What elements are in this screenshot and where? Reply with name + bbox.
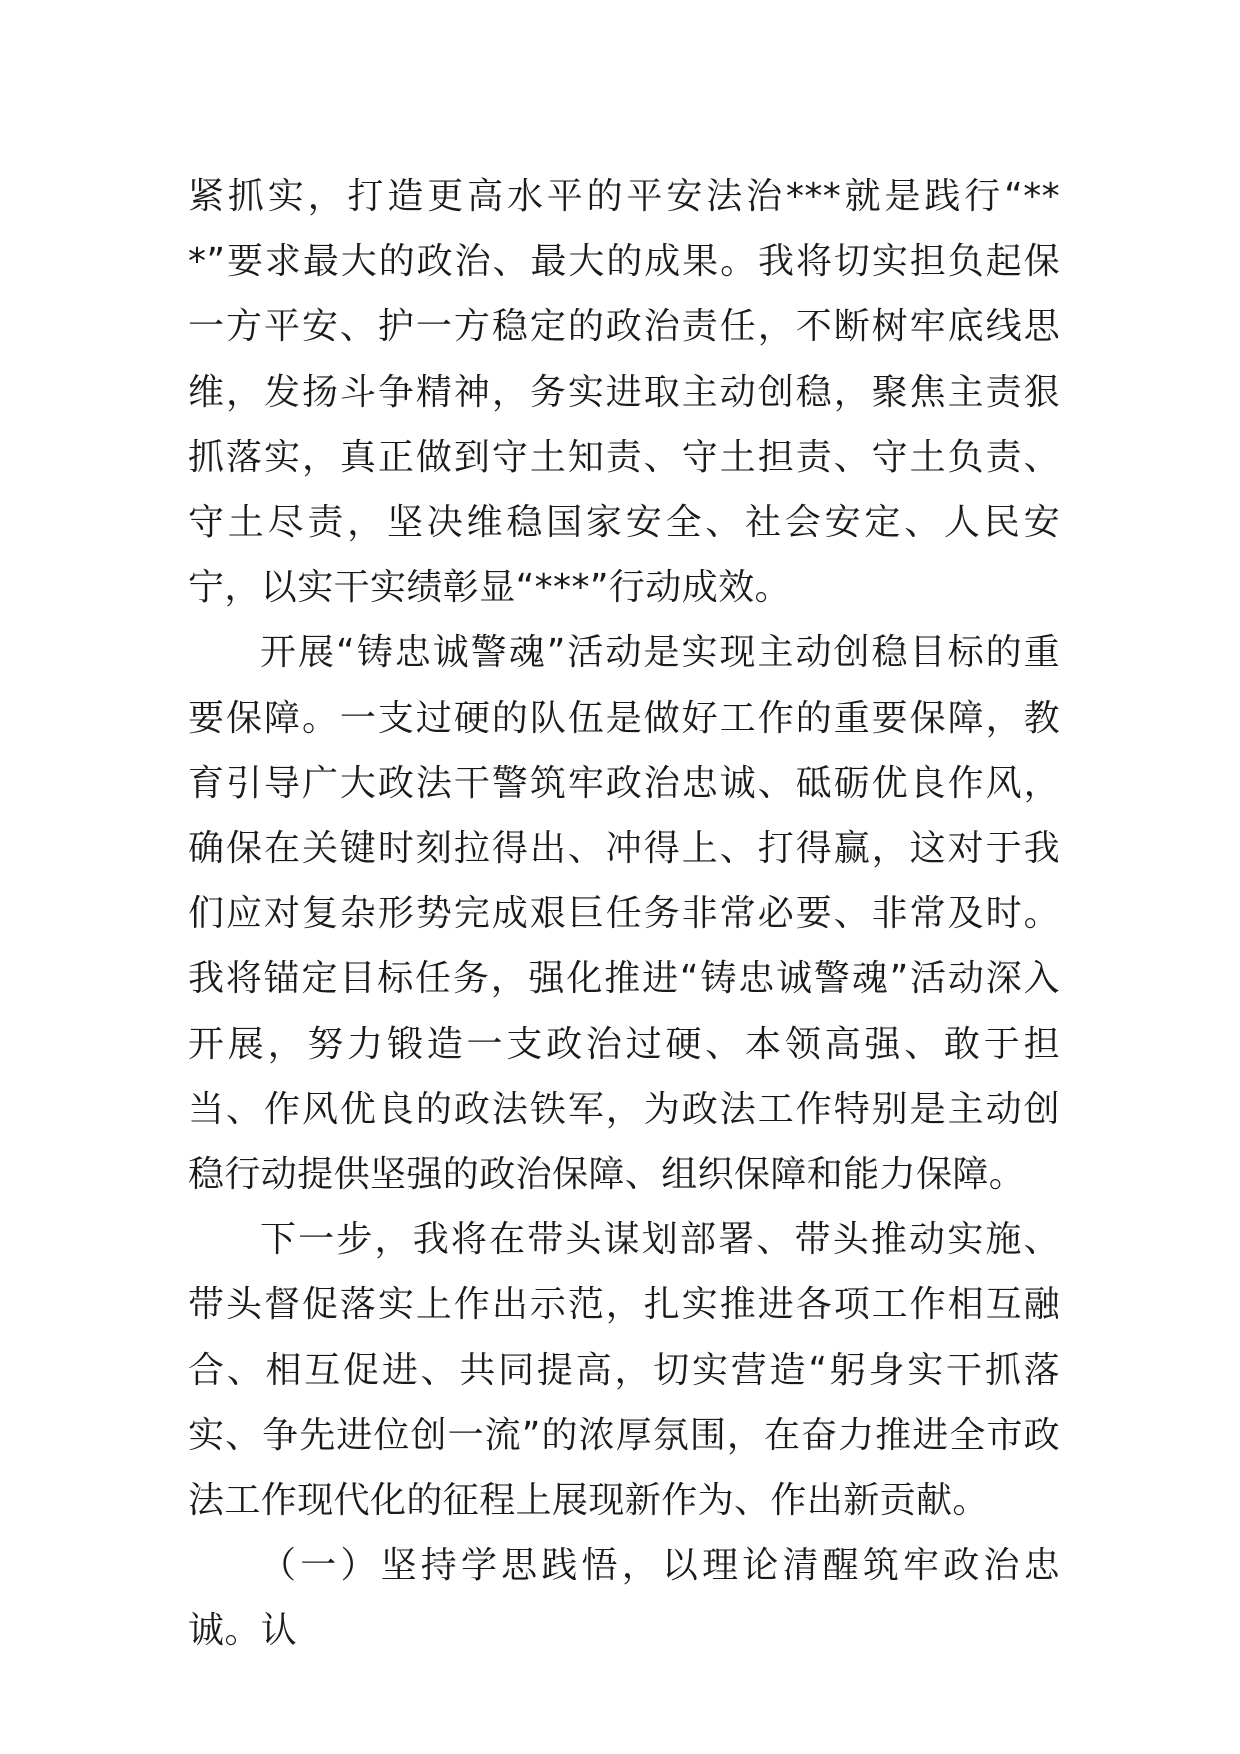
paragraph-2: 开展“铸忠诚警魂”活动是实现主动创稳目标的重要保障。一支过硬的队伍是做好工作的重要保障，教育引导广大政法干警筑牢政治忠诚、砥砺优良作风，确保在关键时刻拉得出、冲得上、打得赢，这对于我们应对复杂形势完成艰巨任务非常必要、非常及时。我将锚定目标任务，强化推进“铸忠诚警魂”活动深入开展，努力锻造一支政治过硬、本领高强、敢于担当、作风优良的政法铁军，为政法工作特别是主动创稳行动提供坚强的政治保障、组织保障和能力保障。 bbox=[188, 632, 1060, 1196]
document-body bbox=[188, 164, 1060, 1664]
paragraph-1: 紧抓实，打造更高水平的平安法治***就是践行“***”要求最大的政治、最大的成果。我将切实担负起保一方平安、护一方稳定的政治责任，不断树牢底线思维，发扬斗争精神，务实进取主动创稳，聚焦主责狠抓落实，真正做到守土知责、守土担责、守土负责、守土尽责，坚决维稳国家安全、社会安定、人民安宁，以实干实绩彰显“***”行动成效。 bbox=[188, 176, 1060, 609]
paragraph-3: 下一步，我将在带头谋划部署、带头推动实施、带头督促落实上作出示范，扎实推进各项工作相互融合、相互促进、共同提高，切实营造“躬身实干抓落实、争先进位创一流”的浓厚氛围，在奋力推进全市政法工作现代化的征程上展现新作为、作出新贡献。 bbox=[188, 1219, 1060, 1522]
section-heading-1: （一）坚持学思践悟，以理论清醒筑牢政治忠诚。认 bbox=[188, 1545, 1060, 1652]
